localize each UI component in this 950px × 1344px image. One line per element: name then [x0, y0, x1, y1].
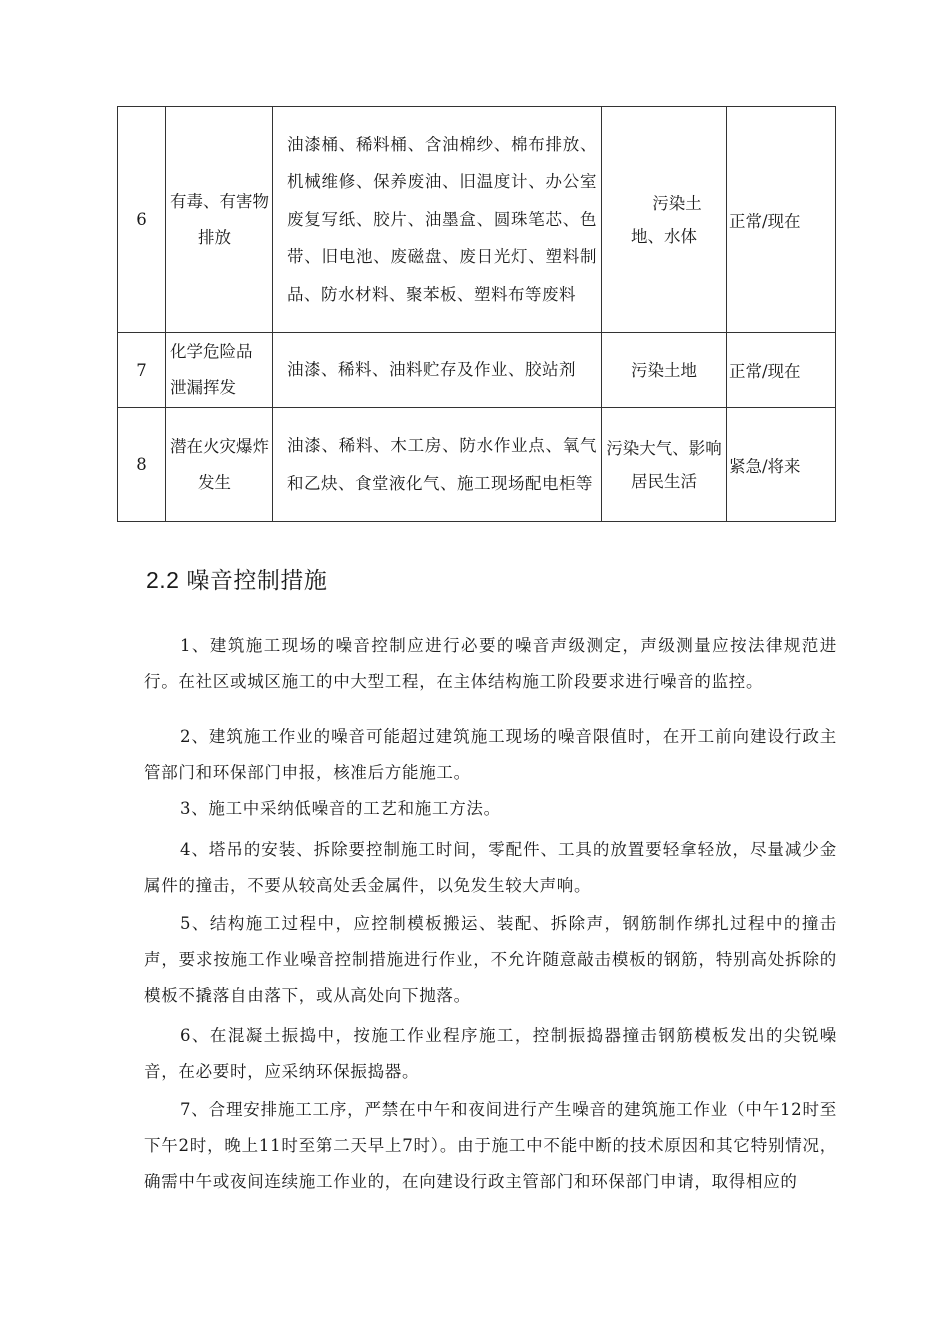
hazard-table: [117, 106, 836, 522]
row-number: 6: [118, 107, 166, 333]
hazard-status: 正常/现在: [727, 333, 836, 408]
hazard-impact-line1: 污染大气、影响: [606, 438, 722, 458]
hazard-sources: 油漆、稀料、油料贮存及作业、胶站剂: [273, 333, 602, 408]
hazard-type-line2: 发生: [198, 472, 231, 492]
hazard-status: 紧急/将来: [727, 408, 836, 522]
paragraph: 1、建筑施工现场的噪音控制应进行必要的噪音声级测定，声级测量应按法律规范进行。在社区或城区施工的中大型工程，在主体结构施工阶段要求进行噪音的监控。: [144, 636, 837, 691]
paragraph: 2、建筑施工作业的噪音可能超过建筑施工现场的噪音限值时，在开工前向建设行政主管部门和环保部门申报，核准后方能施工。: [144, 727, 837, 782]
table-row: [118, 107, 836, 333]
table-row: [118, 333, 836, 408]
hazard-impact: [602, 333, 727, 408]
hazard-impact-line1: 污染土: [652, 193, 702, 213]
table-row: [118, 408, 836, 522]
row-number: 8: [118, 408, 166, 522]
paragraph: 3、施工中采纳低噪音的工艺和施工方法。: [180, 799, 501, 818]
hazard-impact: [602, 107, 727, 333]
paragraph: 7、合理安排施工工序，严禁在中午和夜间进行产生噪音的建筑施工作业（中午12时至下午2时，晚上11时至第二天早上7时）。由于施工中不能中断的技术原因和其它特别情况，确需中午或夜间连续施工作业的，在向建设行政主管部门和环保部门申请，取得相应的: [144, 1100, 837, 1191]
section-heading: 2.2 噪音控制措施: [146, 567, 328, 593]
hazard-status: 正常/现在: [727, 107, 836, 333]
hazard-type-line2: 排放: [198, 227, 231, 247]
hazard-impact-line2: 地、水体: [631, 226, 697, 246]
hazard-type-line2: 泄漏挥发: [170, 378, 236, 397]
paragraph: 6、在混凝土振捣中，按施工作业程序施工，控制振捣器撞击钢筋模板发出的尖锐噪音，在必要时，应采纳环保振捣器。: [144, 1026, 837, 1081]
hazard-type: [166, 333, 273, 408]
hazard-type: [166, 408, 273, 522]
hazard-sources: 油漆、稀料、木工房、防水作业点、氧气和乙炔、食堂液化气、施工现场配电柜等: [273, 408, 602, 522]
hazard-impact: [602, 408, 727, 522]
paragraph: 4、塔吊的安装、拆除要控制施工时间，零配件、工具的放置要轻拿轻放，尽量减少金属件的撞击，不要从较高处丢金属件，以免发生较大声响。: [144, 840, 837, 895]
hazard-sources: 油漆桶、稀料桶、含油棉纱、棉布排放、机械维修、保养废油、旧温度计、办公室废复写纸、胶片、油墨盒、圆珠笔芯、色带、旧电池、废磁盘、废日光灯、塑料制品、防水材料、聚苯板、塑料布等废料: [273, 107, 602, 333]
hazard-impact-line2: 居民生活: [631, 471, 697, 491]
row-number: 7: [118, 333, 166, 408]
hazard-type: [166, 107, 273, 333]
hazard-type-line1: 有毒、有害物: [170, 191, 269, 211]
hazard-type-line1: 化学危险品: [170, 342, 253, 361]
hazard-type-line1: 潜在火灾爆炸: [170, 436, 269, 456]
paragraph: 5、结构施工过程中，应控制模板搬运、装配、拆除声，钢筋制作绑扎过程中的撞击声，要求按施工作业噪音控制措施进行作业，不允许随意敲击模板的钢筋，特别高处拆除的模板不撬落自由落下，或从高处向下抛落。: [144, 914, 837, 1005]
hazard-impact-line1: 污染土地: [631, 360, 697, 380]
